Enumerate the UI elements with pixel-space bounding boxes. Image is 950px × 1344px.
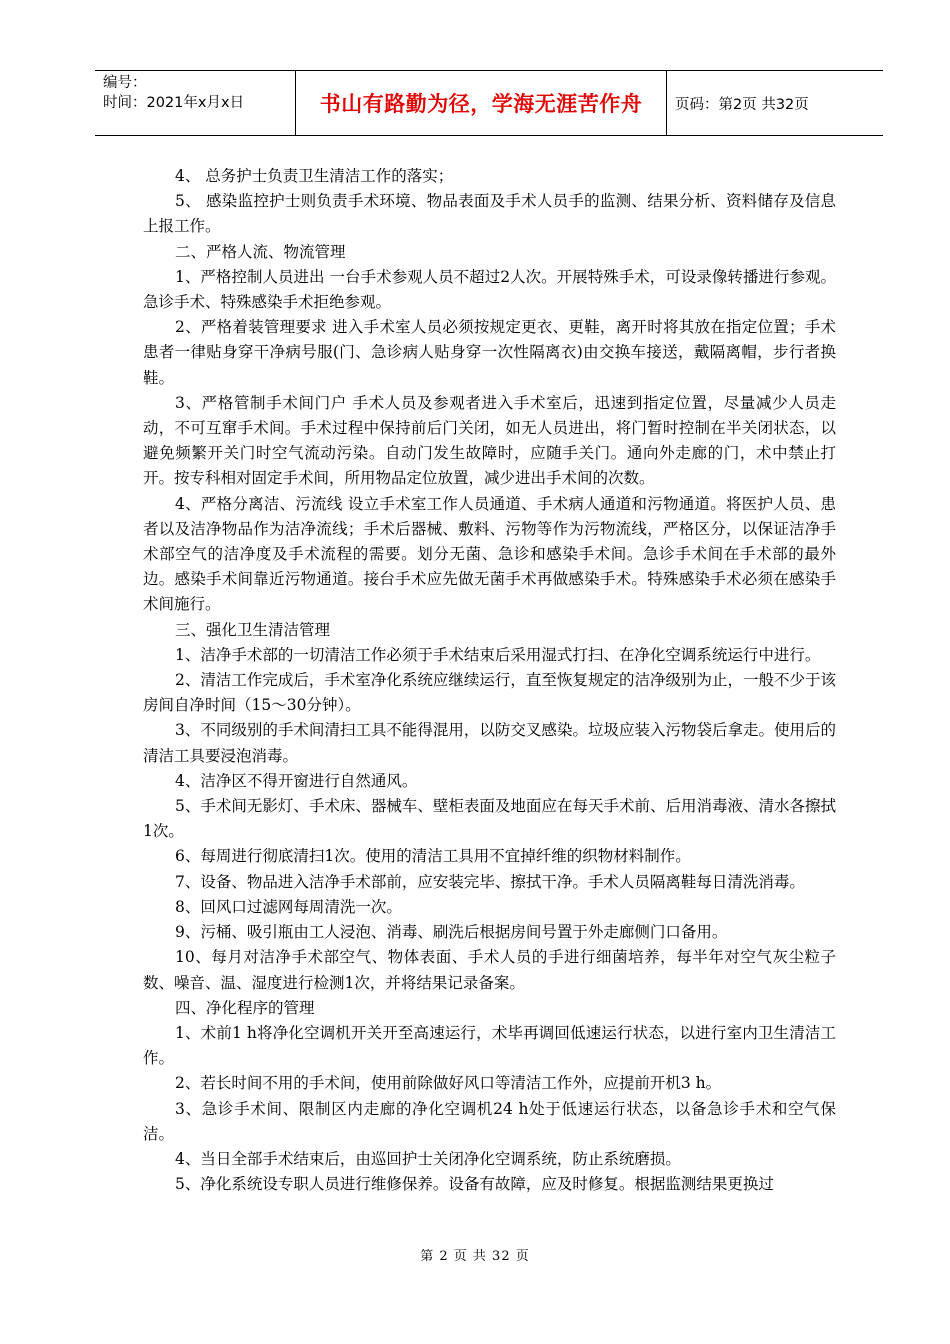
paragraph: 6、每周进行彻底清扫1次。使用的清洁工具用不宜掉纤维的织物材料制作。 xyxy=(175,847,691,866)
paragraph: 5、净化系统设专职人员进行维修保养。设备有故障，应及时修复。根据监测结果更换过 xyxy=(175,1175,774,1194)
paragraph: 4、当日全部手术结束后，由巡回护士关闭净化空调系统，防止系统磨损。 xyxy=(175,1149,681,1168)
section-heading: 三、强化卫生清洁管理 xyxy=(175,620,331,639)
paragraph: 4、洁净区不得开窗进行自然通风。 xyxy=(175,771,418,790)
section-heading: 二、严格人流、物流管理 xyxy=(175,242,346,261)
paragraph: 2、若长时间不用的手术间，使用前除做好风口等清洁工作外，应提前开机3 h。 xyxy=(175,1074,722,1093)
paragraph: 8、回风口过滤网每周清洗一次。 xyxy=(175,897,402,916)
paragraph: 3、急诊手术间、限制区内走廊的净化空调机24 h处于低速运行状态，以备急诊手术和空气保洁。 xyxy=(143,1099,836,1143)
paragraph: 4、严格分离洁、污流线 设立手术室工作人员通道、手术病人通道和污物通道。将医护人员、患者以及洁净物品作为洁净流线；手术后器械、敷料、污物等作为污物流线，严格区分，以保证洁净手术部空气的洁净度及手术流程的需要。划分无菌、急诊和感染手术间。急诊手术间在手术部的最外边。感染手术间靠近污物通道。接台手术应先做无菌手术再做感染手术。特殊感染手术必须在感染手术间施行。 xyxy=(143,494,836,614)
paragraph: 3、不同级别的手术间清扫工具不能得混用，以防交叉感染。垃圾应装入污物袋后拿走。使用后的清洁工具要浸泡消毒。 xyxy=(143,721,836,765)
paragraph: 1、洁净手术部的一切清洁工作必须于手术结束后采用湿式打扫、在净化空调系统运行中进行。 xyxy=(175,645,821,664)
document-number-label: 编号： xyxy=(103,75,147,91)
header-page-label: 页码：第2页 共32页 xyxy=(675,96,809,113)
paragraph: 2、清洁工作完成后，手术室净化系统应继续运行，直至恢复规定的洁净级别为止，一般不少于该房间自净时间（15～30分钟）。 xyxy=(143,671,836,715)
section-heading: 四、净化程序的管理 xyxy=(175,998,315,1017)
paragraph: 1、术前1 h将净化空调机开关开至高速运行，术毕再调回低速运行状态，以进行室内卫生清洁工作。 xyxy=(143,1023,836,1068)
page-footer: 第 2 页 共 32 页 xyxy=(420,1249,530,1264)
header-meta xyxy=(95,71,295,135)
header-motto: 书山有路勤为径，学海无涯苦作舟 xyxy=(295,71,667,135)
paragraph: 7、设备、物品进入洁净手术部前，应安装完毕、擦拭干净。手术人员隔离鞋每日清洗消毒。 xyxy=(175,872,805,891)
page-header xyxy=(95,70,883,136)
paragraph: 9、污桶、吸引瓶由工人浸泡、消毒、刷洗后根据房间号置于外走廊侧门口备用。 xyxy=(175,923,728,942)
paragraph: 5、 感染监控护士则负责手术环境、物品表面及手术人员手的监测、结果分析、资料储存及信息上报工作。 xyxy=(143,192,836,236)
document-time-label: 时间：2021年x月x日 xyxy=(103,95,245,111)
paragraph: 1、严格控制人员进出 一台手术参观人员不超过2人次。开展特殊手术，可设录像转播进行参观。急诊手术、特殊感染手术拒绝参观。 xyxy=(143,267,836,312)
paragraph: 10、每月对洁净手术部空气、物体表面、手术人员的手进行细菌培养，每半年对空气灰尘粒子数、噪音、温、湿度进行检测1次，并将结果记录备案。 xyxy=(143,948,836,992)
paragraph: 3、严格管制手术间门户 手术人员及参观者进入手术室后，迅速到指定位置，尽量减少人员走动，不可互窜手术间。手术过程中保持前后门关闭，如无人员进出，将门暂时控制在半关闭状态，以避免频繁开关门时空气流动污染。自动门发生故障时，应随手关门。通向外走廊的门，术中禁止打开。按专科相对固定手术间，所用物品定位放置，减少进出手术间的次数。 xyxy=(143,393,836,488)
paragraph: 5、手术间无影灯、手术床、器械车、壁柜表面及地面应在每天手术前、后用消毒液、清水各擦拭1次。 xyxy=(143,797,836,841)
paragraph: 4、 总务护士负责卫生清洁工作的落实； xyxy=(175,167,454,185)
document-body xyxy=(143,164,836,1197)
paragraph: 2、严格着装管理要求 进入手术室人员必须按规定更衣、更鞋，离开时将其放在指定位置；手术患者一律贴身穿干净病号服(门、急诊病人贴身穿一次性隔离衣)由交换车接送，戴隔离帽，步行者换鞋。 xyxy=(143,318,836,387)
